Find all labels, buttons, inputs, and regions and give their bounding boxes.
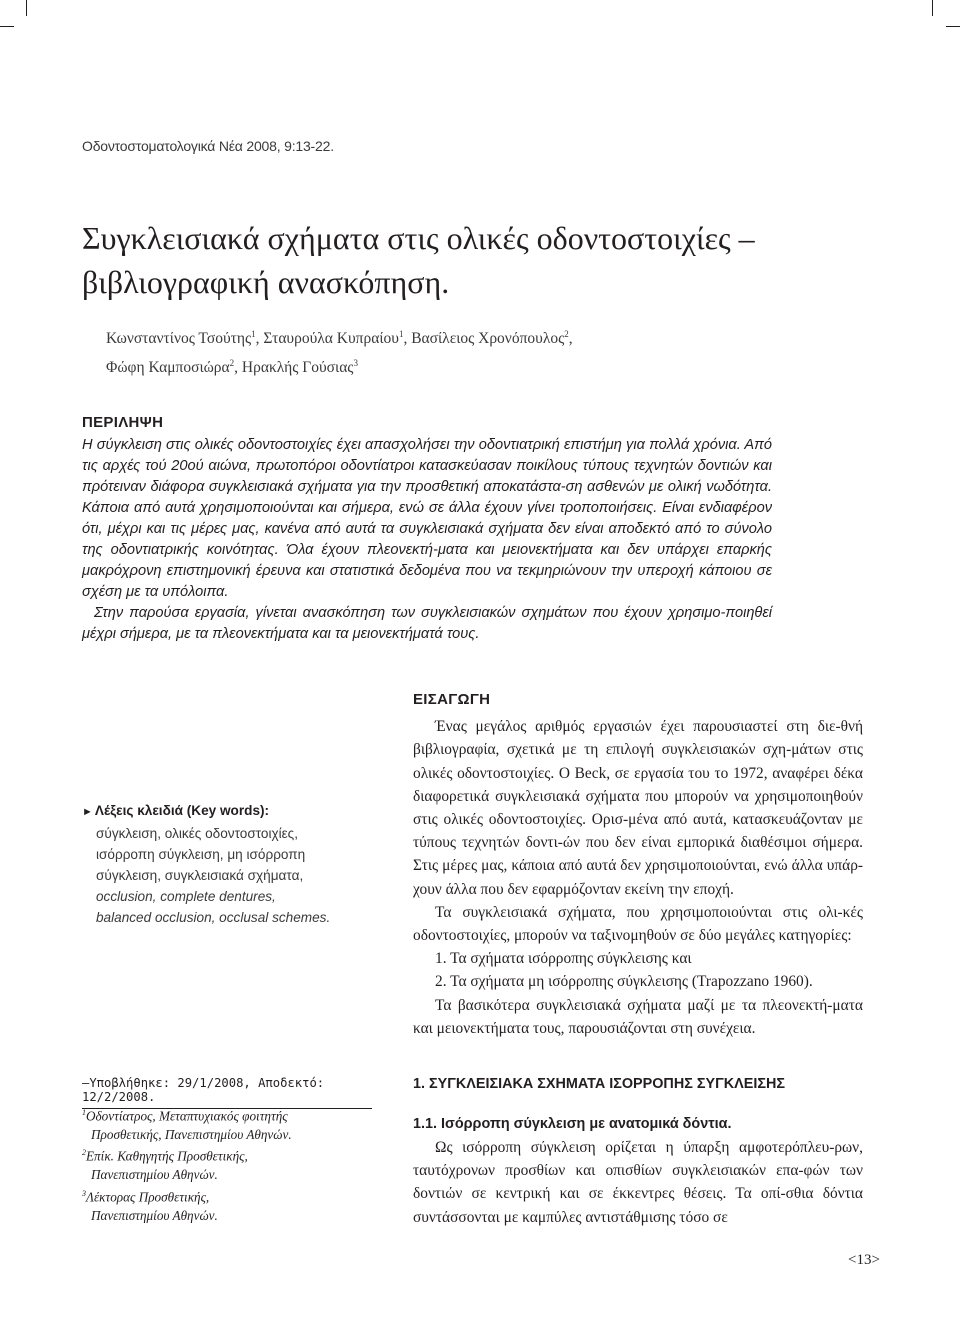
abstract: [82, 412, 772, 645]
crop-mark-top-left-h: [0, 26, 14, 27]
introduction: [413, 688, 863, 1040]
intro-paragraph-2: Τα συγκλεισιακά σχήματα, που χρησιμοποιούνται στις ολι-κές οδοντοστοιχίες, μπορούν να ταξινομηθούν σε δύο μεγάλες κατηγορίες:: [413, 903, 863, 945]
keyword-line: σύγκλειση, συγκλεισιακά σχήματα,: [96, 868, 304, 883]
abstract-heading: ΠΕΡΙΛΗΨΗ: [82, 414, 164, 431]
page-number: <13>: [848, 1252, 880, 1268]
author: Σταυρούλα Κυπραίου: [263, 330, 399, 348]
intro-paragraph-3: Τα βασικότερα συγκλεισιακά σχήματα μαζί με τα πλεονεκτή-ματα και μειονεκτήματα τους, παρουσιάζονται στη συνέχεια.: [413, 996, 863, 1037]
affiliation-cont: Πανεπιστημίου Αθηνών.: [91, 1207, 218, 1223]
keyword-line-english: occlusion, complete dentures,: [96, 889, 276, 904]
article-title: [82, 216, 882, 304]
keyword-line-english: balanced occlusion, occlusal schemes.: [96, 910, 331, 925]
affiliation: $^2$Επίκ. Καθηγητής Προσθετικής,: [82, 1148, 248, 1164]
crop-mark-top-right-h: [946, 26, 960, 27]
section-body: Ως ισόρροπη σύγκλειση ορίζεται η ύπαρξη αμφοτερόπλευ-ρων, ταυτόχρονων προσθίων και οπισθίων συγκλεισιακών επα-φών των δοντιών σε κεντρική και σε έκκεντρες θέσεις. Τα οπί-σθια δόντια συντάσσονται με καμπύλες αντιστάθμισης τόσο σε: [413, 1139, 863, 1226]
affiliation: $^3$Λέκτορας Προσθετικής,: [82, 1188, 210, 1205]
affiliations: [82, 1104, 382, 1225]
affiliation: $^1$Οδοντίατρος, Μεταπτυχιακός φοιτητής: [82, 1108, 288, 1124]
section-heading: 1. ΣΥΓΚΛΕΙΣΙΑΚΑ ΣΧΗΜΑΤΑ ΙΣΟΡΡΟΠΗΣ ΣΥΓΚΛΕΙΣΗΣ: [413, 1076, 785, 1092]
keywords-box: [82, 800, 362, 928]
affiliation-cont: Πανεπιστημίου Αθηνών.: [91, 1167, 218, 1183]
list-item: 1. Τα σχήματα ισόρροπης σύγκλεισης και: [435, 950, 692, 968]
intro-heading: ΕΙΣΑΓΩΓΗ: [413, 691, 491, 708]
author: Ηρακλής Γούσιας: [241, 359, 354, 377]
subsection-heading: 1.1. Ισόρροπη σύγκλειση με ανατομικά δόντια.: [413, 1116, 732, 1132]
affiliation-cont: Προσθετικής, Πανεπιστημίου Αθηνών.: [91, 1126, 292, 1142]
journal-citation: Οδοντοστοματολογικά Νέα 2008, 9:13-22.: [82, 138, 334, 154]
abstract-paragraph-2: Στην παρούσα εργασία, γίνεται ανασκόπηση των συγκλεισιακών σχημάτων που έχουν χρησιμο-ποιηθεί μέχρι σήμερα, με τα πλεονεκτήματα και τα μειονεκτήματά τους.: [82, 605, 772, 642]
keyword-line: ισόρροπη σύγκλειση, μη ισόρροπη: [96, 847, 306, 862]
title-line-1: Συγκλεισιακά σχήματα στις ολικές οδοντοστοιχίες –: [82, 220, 755, 256]
triangle-bullet-icon: ►: [82, 806, 93, 818]
list-item: 2. Τα σχήματα μη ισόρροπης σύγκλεισης (Trapozzano 1960).: [435, 973, 813, 991]
author-list: Κωνσταντίνος Τσούτης$^1$, Σταυρούλα Κυπραίου$^1$, Βασίλειος Χρονόπουλος$^2$, Φώφη Καμποσιώρα$^2$, Ηρακλής Γούσιας$^3$: [106, 329, 573, 377]
author: Φώφη Καμποσιώρα: [106, 359, 230, 377]
submission-dates: –Υποβλήθηκε: 29/1/2008, Αποδεκτό: 12/2/2008.: [82, 1076, 372, 1109]
intro-paragraph-1: Ένας μεγάλος αριθμός εργασιών έχει παρουσιαστεί στη διε-θνή βιβλιογραφία, σχετικά με τη επιλογή συγκλεισιακών σχη-μάτων στις ολικές οδοντοστοιχίες. Ο Beck, σε εργασία του το 1972, αναφέρει δέκα διαφορετικά συγκλεισιακά σχήματα που μπορούν να χρησιμοποιηθούν στις ολικές οδοντοστοιχίες. Ορισ-μένα από αυτά, κατασκευάζονταν με τύπους τεχνητών δοντι-ών που δεν είναι εμπορικά διαθέσιμοι σήμερα. Στις μέρες μας, κάποια από αυτά δεν χρησιμοποιούνται, ενώ άλλα υπάρ-χουν άλλα που δεν εφαρμόζονταν εκείνη την εποχή.: [413, 718, 863, 898]
keywords-title: ► Λέξεις κλειδιά (Key words):: [82, 803, 270, 818]
abstract-paragraph-1: Η σύγκλειση στις ολικές οδοντοστοιχίες έχει απασχολήσει την οδοντιατρική επιστήμη για πολλά χρόνια. Από τις αρχές τού 20ού αιώνα, πρωτοπόροι οδοντίατροι κατασκεύασαν ποικίλους τύπους τεχνητών δοντιών και πρότειναν διάφορα συγκλεισιακά σχήματα για την προσθετική αποκατάστα-ση ασθενών με ολική νωδότητα. Κάποια από αυτά χρησιμοποιούνται και σήμερα, ενώ σε άλλα έχουν γίνει τροποποιήσεις. Είναι ενδιαφέρον ότι, μέχρι και τις μέρες μας, κανένα από αυτά τα συγκλεισιακά σχήματα δεν είναι αποδεκτό από το σύνολο της οδοντιατρικής κοινότητας. Όλα έχουν πλεονεκτή-ματα και μειονεκτήματα και δεν υπάρχει επαρκής μακρόχρονη επιστημονική έρευνα και στατιστικά δεδομένα που να τεκμηριώνουν την υπεροχή κάποιου σε σχέση με τα υπόλοιπα.: [82, 437, 772, 600]
title-line-2: βιβλιογραφική ανασκόπηση.: [82, 264, 450, 300]
author: Κωνσταντίνος Τσούτης: [106, 330, 252, 348]
crop-mark-top-right: [932, 0, 933, 16]
keyword-line: σύγκλειση, ολικές οδοντοστοιχίες,: [96, 826, 299, 841]
author: Βασίλειος Χρονόπουλος: [411, 330, 565, 348]
crop-mark-top-left: [26, 0, 27, 16]
